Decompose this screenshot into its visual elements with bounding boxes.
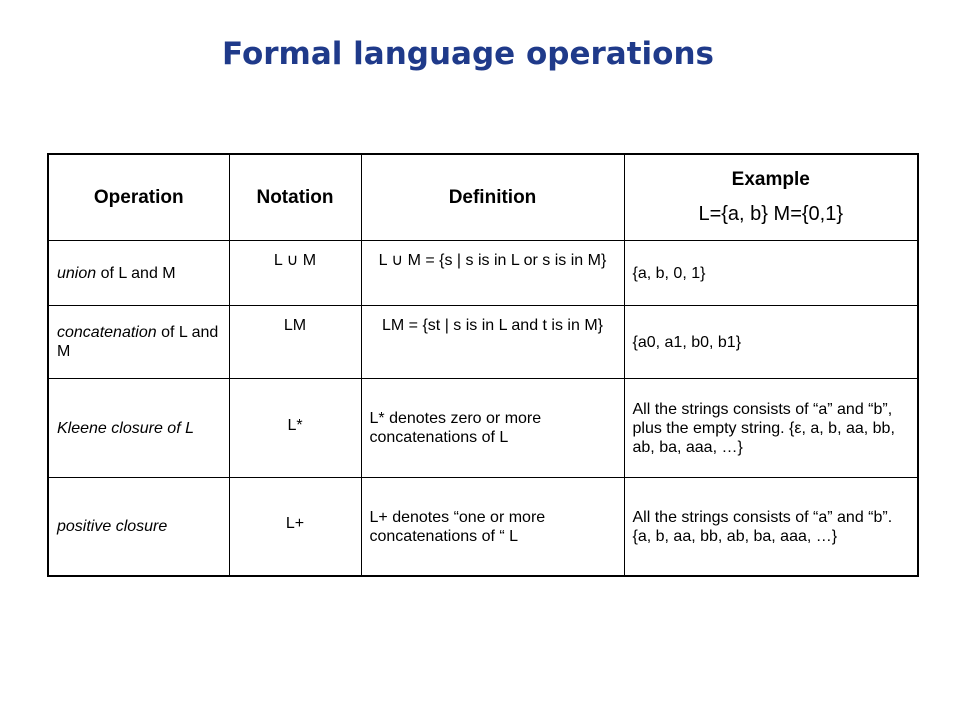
table-row [48, 306, 918, 379]
page-title: Formal language operations [222, 36, 714, 72]
notation-cell: L* [229, 379, 361, 478]
operations-table [47, 153, 919, 577]
example-cell: All the strings consists of “a” and “b”. {a, b, aa, bb, ab, ba, aaa, …} [624, 478, 918, 577]
header-example [624, 154, 918, 241]
definition-cell: L* denotes zero or more concatenations of L [361, 379, 624, 478]
example-cell: All the strings consists of “a” and “b”, plus the empty string. {ε, a, b, aa, bb, ab, ba, aaa, …} [624, 379, 918, 478]
example-cell: {a0, a1, b0, b1} [624, 306, 918, 379]
table-row [48, 241, 918, 306]
header-notation: Notation [229, 154, 361, 241]
operation-rest: of L and M [57, 324, 219, 360]
operation-name: concatenation [57, 324, 157, 341]
operation-cell [48, 306, 229, 379]
operation-name: union [57, 264, 97, 282]
table-row [48, 379, 918, 478]
operation-cell: positive closure [48, 478, 229, 577]
definition-cell: LM = {st | s is in L and t is in M} [361, 306, 624, 379]
definition-cell: L ∪ M = {s | s is in L or s is in M} [361, 241, 624, 306]
header-definition: Definition [361, 154, 624, 241]
definition-cell: L+ denotes “one or more concatenations of “ L [361, 478, 624, 577]
header-row [48, 154, 918, 241]
notation-cell: LM [229, 306, 361, 379]
header-example-title: Example [731, 168, 810, 190]
notation-cell: L+ [229, 478, 361, 577]
operation-rest: of L and M [96, 264, 176, 282]
table-row [48, 478, 918, 577]
operation-cell [48, 241, 229, 306]
operation-cell: Kleene closure of L [48, 379, 229, 478]
example-cell: {a, b, 0, 1} [624, 241, 918, 306]
notation-cell: L ∪ M [229, 241, 361, 306]
header-example-sets: L={a, b} M={0,1} [698, 202, 844, 225]
header-operation: Operation [48, 154, 229, 241]
